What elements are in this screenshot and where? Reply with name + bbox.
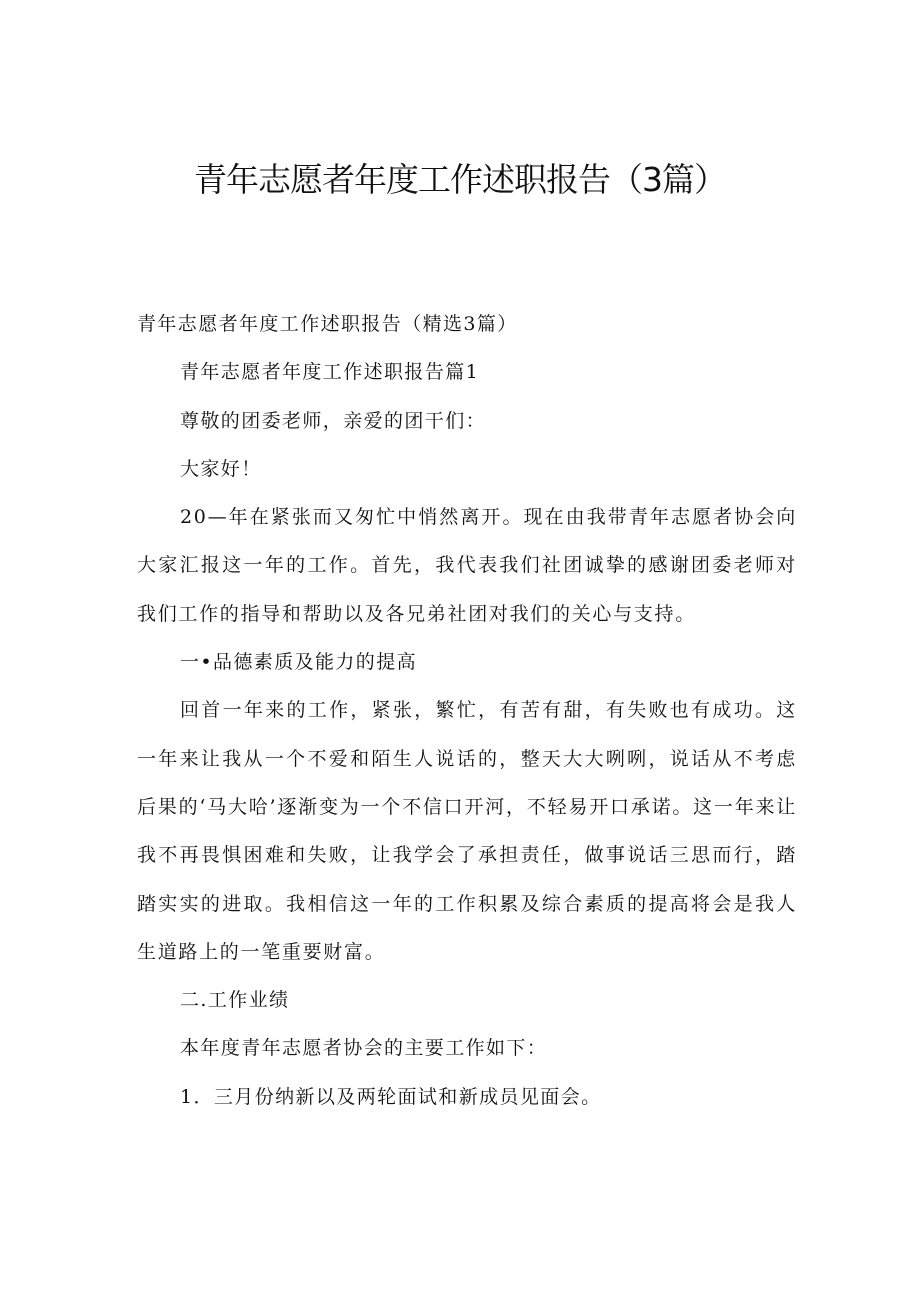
subtitle-paragraph: 青年志愿者年度工作述职报告（精选3篇） [137, 313, 518, 335]
intro-paragraph: 20—年在紧张而又匆忙中悄然离开。现在由我带青年志愿者协会向大家汇报这一年的工作。首先，我代表我们社团诚挚的感谢团委老师对我们工作的指导和帮助以及各兄弟社团对我们的关心与支持。 [137, 506, 797, 625]
review-paragraph: 回首一年来的工作，紧张，繁忙，有苦有甜，有失败也有成功。这一年来让我从一个不爱和陌生人说话的，整天大大咧咧，说话从不考虑后果的‘马大哈’逐渐变为一个不信口开河，不轻易开口承诺。这一年来让我不再畏惧困难和失败，让我学会了承担责任，做事说话三思而行，踏踏实实的进取。我相信这一年的工作积累及综合素质的提高将会是我人生道路上的一笔重要财富。 [137, 699, 797, 963]
salutation: 尊敬的团委老师，亲爱的团干们： [180, 409, 487, 432]
work-intro-paragraph: 本年度青年志愿者协会的主要工作如下： [180, 1037, 548, 1060]
section-heading-achievements: 二.工作业绩 [180, 989, 290, 1012]
section-heading-quality: 一•品德素质及能力的提高 [180, 651, 418, 674]
document-body [137, 300, 797, 1121]
list-item-1: 1．三月份纳新以及两轮面试和新成员见面会。 [180, 1085, 602, 1108]
document-title: 青年志愿者年度工作述职报告（3篇） [194, 160, 726, 199]
greeting: 大家好！ [180, 457, 262, 480]
section-heading-article-1: 青年志愿者年度工作述职报告篇1 [180, 361, 480, 384]
